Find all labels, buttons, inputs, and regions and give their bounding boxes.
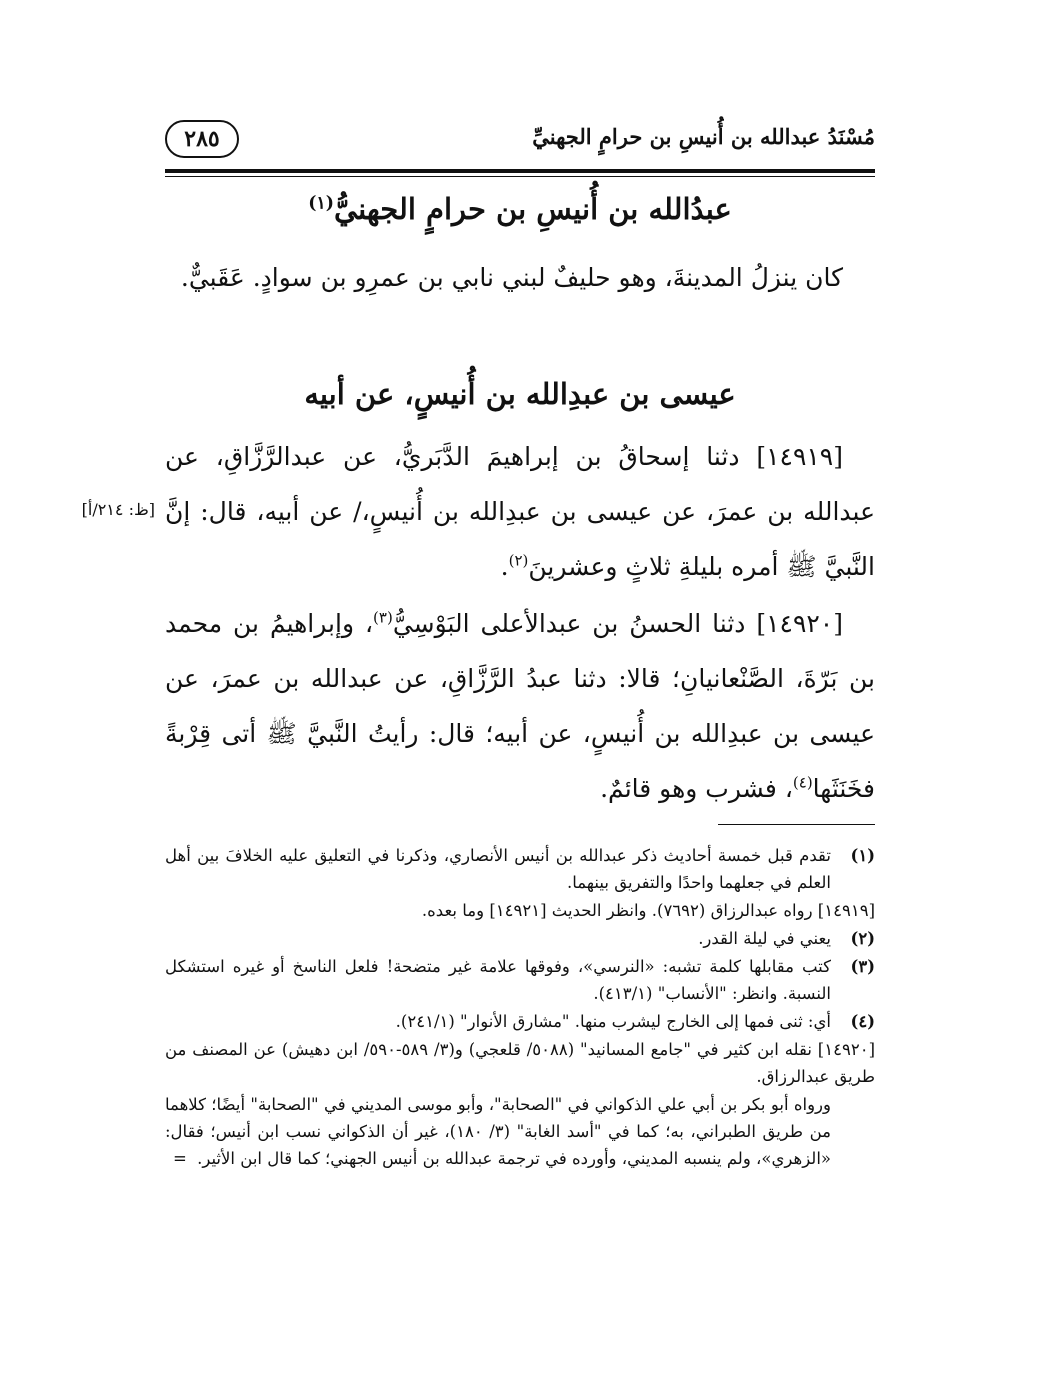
footnote-text: [١٤٩١٩] رواه عبدالرزاق (٧٦٩٢). وانظر الحديث [١٤٩٢١] وما بعده. xyxy=(421,901,875,920)
footnotes xyxy=(165,842,875,1173)
footnote xyxy=(165,897,875,924)
biography-text: كان ينزلُ المدينةَ، وهو حليفٌ لبني نابي بن عمرِو بن سوادٍ. عَقَبيٌّ. xyxy=(180,263,843,292)
hadith-14920-text-a: [١٤٩٢٠] دثنا الحسنُ بن عبدالأعلى البَوْسِيُّ xyxy=(392,609,843,638)
footnote xyxy=(165,1036,875,1090)
footnote-text: ورواه أبو بكر بن أبي علي الذكواني في "الصحابة"، وأبو موسى المديني في "الصحابة" أيضًا؛ كلاهما من طريق الطبراني، به؛ كما في "أسد الغابة" (٣/ ١٨٠)، غير أن الذكواني نسب ابن أنيس؛ فقال: «الزهري»، ولم ينسبه المديني، وأورده في ترجمة عبدالله بن أنيس الجهني؛ كما قال ابن الأثير. xyxy=(165,1095,831,1168)
header-rule-thin xyxy=(165,176,875,177)
footnote xyxy=(165,953,875,1007)
footnote-text: أي: ثنى فمها إلى الخارج ليشرب منها. "مشارق الأنوار" (٢٤١/١). xyxy=(395,1012,831,1031)
footnote-separator xyxy=(718,824,875,825)
running-header-title: مُسْنَدُ عبدالله بن أُنيسِ بن حرامٍ الجهنيِّ xyxy=(532,124,875,149)
hadith-14920-text-b: ، وإبراهيمُ بن محمد بن بَرّةَ، الصَّنْعانيانِ؛ قالا: دثنا عبدُ الرَّزَّاقِ، عن عبدالله بن عمرَ، عن عيسى بن عبدِالله بن أُنيسٍ، عن أبيه؛ قال: رأيتُ النَّبيَّ ﷺ أتى قِرْبةً فخَنَثَها xyxy=(165,609,875,803)
footnote-text: تقدم قبل خمسة أحاديث ذكر عبدالله بن أنيس الأنصاري، وذكرنا في التعليق عليه الخلافَ بين أهل العلم في جعلهما واحدًا والتفريق بينهما. xyxy=(165,846,831,892)
footnote-ref-1: (١) xyxy=(308,193,334,214)
biography-heading xyxy=(165,192,875,226)
footnote-number: (٢) xyxy=(850,929,875,948)
footnote-number: (١) xyxy=(850,846,875,865)
hadith-14919-text: [١٤٩١٩] دثنا إسحاقُ بن إبراهيمَ الدَّبَريُّ، عن عبدالرَّزَّاقِ، عن عبدالله بن عمرَ، عن عيسى بن عبدِالله بن أُنيسٍ،/ عن أبيه، قال: إنَّ النَّبيَّ ﷺ أمره بليلةِ ثلاثٍ وعشرينَ xyxy=(165,442,875,581)
footnote-ref-3: (٣) xyxy=(373,608,393,627)
footnote-number: (٤) xyxy=(850,1012,875,1031)
footnote-number: (٣) xyxy=(850,957,875,976)
hadith-14919-end: . xyxy=(500,552,509,581)
footnote-ref-4: (٤) xyxy=(792,773,813,792)
header-rule xyxy=(165,169,875,173)
running-header xyxy=(165,108,875,168)
chain-heading: عيسى بن عبدِالله بن أُنيسٍ، عن أبيه xyxy=(304,377,736,411)
footnote xyxy=(165,925,875,952)
page-number: ٢٨٥ xyxy=(165,120,239,158)
hadith-14920 xyxy=(165,596,875,816)
footnote xyxy=(165,1091,875,1172)
footnote xyxy=(165,842,875,896)
hadith-14919 xyxy=(165,429,875,594)
footnote-text: [١٤٩٢٠] نقله ابن كثير في "جامع المسانيد" (٥٠٨٨/ قلعجي) و(٣/ ٥٨٩-٥٩٠/ ابن دهيش) عن المصنف من طريق عبدالرزاق. xyxy=(165,1040,875,1086)
biography-heading-text: عبدُالله بن أُنيسِ بن حرامٍ الجهنيُّ xyxy=(334,192,732,226)
footnote-text: يعني في ليلة القدر. xyxy=(698,929,831,948)
footnote-ref-2: (٢) xyxy=(508,551,529,570)
footnote-text: كتب مقابلها كلمة تشبه: «النرسي»، وفوقها علامة غير متضحة! فلعل الناسخ أو غيره استشكل النسبة. وانظر: "الأنساب" (٤١٣/١). xyxy=(165,957,831,1003)
footnote xyxy=(165,1008,875,1035)
manuscript-folio-note: [ظ: ٢١٤/أ] xyxy=(81,500,155,519)
hadith-14920-text-c: ، فشرب وهو قائمٌ. xyxy=(600,774,793,803)
continuation-mark: = xyxy=(173,1149,187,1168)
